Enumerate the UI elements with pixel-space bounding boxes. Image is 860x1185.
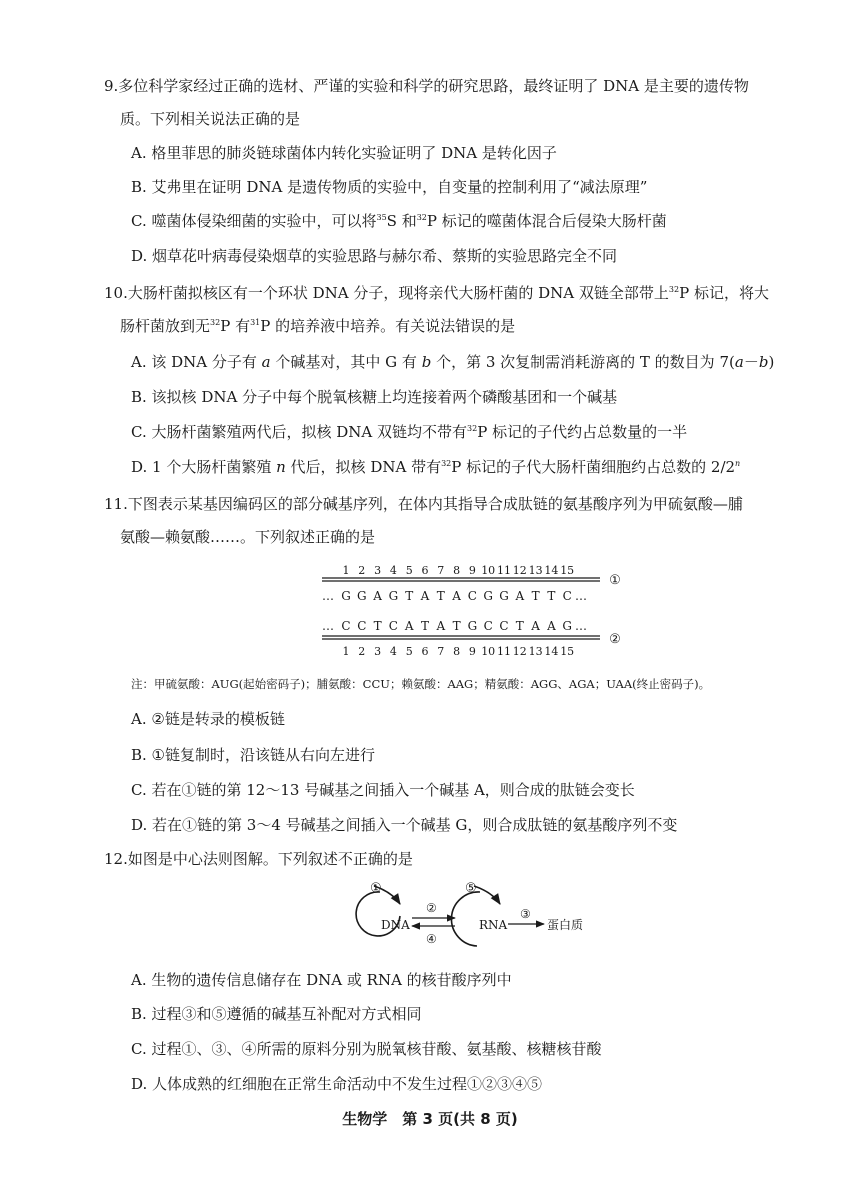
position-number-bottom: 1: [342, 645, 350, 658]
position-number-bottom: 13: [528, 645, 543, 658]
strand-2-base: A: [547, 619, 556, 633]
position-number-top: 8: [453, 564, 461, 577]
strand-1-base: T: [547, 589, 556, 603]
q11-option-a: A. ②链是转录的模板链: [131, 710, 285, 728]
strand-2-base: T: [452, 619, 461, 633]
q9-stem-line1: 9.多位科学家经过正确的选材、严谨的实验和科学的研究思路，最终证明了 DNA 是主要的遗传物: [104, 77, 749, 95]
strand-2-base: C: [357, 619, 367, 633]
q12-option-a: A. 生物的遗传信息储存在 DNA 或 RNA 的核苷酸序列中: [131, 971, 512, 989]
strand-1-ellipsis-left: …: [322, 589, 334, 603]
process-4-label: ④: [426, 932, 437, 946]
strand-1-base: G: [483, 589, 493, 603]
position-number-bottom: 14: [544, 645, 559, 658]
strand-1-base: C: [467, 589, 477, 603]
strand-1-base: G: [341, 589, 351, 603]
position-number-bottom: 5: [405, 645, 413, 658]
strand-2-base: C: [483, 619, 493, 633]
strand-2-base: T: [373, 619, 382, 633]
strand-1-base: A: [452, 589, 461, 603]
q12-stem: 12.如图是中心法则图解。下列叙述不正确的是: [104, 850, 413, 868]
strand-2-base: A: [404, 619, 414, 633]
strand-1-base: C: [562, 589, 572, 603]
strand-2-base: T: [420, 619, 430, 633]
q11-option-d: D. 若在①链的第 3～4 号碱基之间插入一个碱基 G，则合成肽链的氨基酸序列不变: [131, 816, 678, 834]
q12-option-c: C. 过程①、③、④所需的原料分别为脱氧核苷酸、氨基酸、核糖核苷酸: [131, 1040, 602, 1058]
position-number-top: 12: [512, 564, 527, 577]
position-number-top: 6: [421, 564, 429, 577]
protein-label: 蛋白质: [547, 918, 584, 932]
q9-stem-line2: 质。下列相关说法正确的是: [120, 110, 301, 128]
q10-option-b: B. 该拟核 DNA 分子中每个脱氧核糖上均连接着两个磷酸基团和一个碱基: [131, 388, 618, 406]
q9-option-a: A. 格里菲思的肺炎链球菌体内转化实验证明了 DNA 是转化因子: [131, 144, 557, 162]
codon-note: 注：甲硫氨酸：AUG(起始密码子)；脯氨酸：CCU；赖氨酸：AAG；精氨酸：AGG、AGA；UAA(终止密码子)。: [131, 677, 711, 691]
strand-2-base: A: [436, 619, 446, 633]
q9-option-b: B. 艾弗里在证明 DNA 是遗传物质的实验中，自变量的控制利用了“减法原理”: [131, 178, 648, 196]
q10-option-c: C. 大肠杆菌繁殖两代后，拟核 DNA 双链均不带有$^{32}$P 标记的子代约占总数量的一半: [131, 423, 688, 441]
position-number-top: 11: [497, 564, 511, 577]
strand-2-base: C: [499, 619, 509, 633]
strand-2-base: A: [531, 619, 540, 633]
page-footer: 生物学 第 3 页(共 8 页): [342, 1110, 518, 1128]
q12-option-b: B. 过程③和⑤遵循的碱基互补配对方式相同: [131, 1005, 422, 1023]
position-number-bottom: 7: [437, 645, 445, 658]
position-number-top: 13: [528, 564, 543, 577]
strand-1-base: T: [436, 589, 445, 603]
process-2-label: ②: [426, 901, 437, 915]
position-number-top: 14: [544, 564, 559, 577]
position-number-top: 5: [405, 564, 413, 577]
position-number-top: 15: [560, 564, 575, 577]
strand-2-marker: ②: [609, 632, 621, 647]
rna-label: RNA: [479, 918, 508, 932]
strand-1-base: A: [515, 589, 525, 603]
position-number-bottom: 10: [481, 645, 496, 658]
position-number-top: 1: [342, 564, 350, 577]
dna-label: DNA: [381, 918, 410, 932]
strand-1-base: A: [373, 589, 382, 603]
strand-2-base: G: [467, 619, 478, 633]
q10-stem-line1: 10.大肠杆菌拟核区有一个环状 DNA 分子，现将亲代大肠杆菌的 DNA 双链全部带上$^{32}$P 标记，将大: [104, 284, 769, 302]
strand-2-base: T: [515, 619, 524, 633]
dna-sequence-diagram: [320, 558, 630, 670]
position-number-top: 4: [389, 564, 397, 577]
q11-option-b: B. ①链复制时，沿该链从右向左进行: [131, 746, 376, 764]
strand-1-base: T: [531, 589, 540, 603]
position-number-bottom: 9: [468, 645, 476, 658]
strand-2-base: G: [562, 619, 572, 633]
position-number-bottom: 6: [421, 645, 429, 658]
strand-2-ellipsis-left: …: [322, 619, 334, 633]
position-number-top: 7: [437, 564, 445, 577]
position-number-bottom: 11: [497, 645, 511, 658]
strand-1-base: G: [357, 589, 367, 603]
strand-2-ellipsis-right: …: [575, 619, 587, 633]
strand-1-marker: ①: [609, 573, 621, 588]
position-number-top: 3: [374, 564, 382, 577]
strand-1-base: A: [420, 589, 430, 603]
q12-option-d: D. 人体成熟的红细胞在正常生命活动中不发生过程①②③④⑤: [131, 1075, 543, 1093]
position-number-top: 10: [481, 564, 496, 577]
process-1-label: ①: [370, 881, 382, 896]
strand-2-base: C: [341, 619, 351, 633]
q11-stem-line1: 11.下图表示某基因编码区的部分碱基序列，在体内其指导合成肽链的氨基酸序列为甲硫氨酸—脯: [104, 495, 743, 513]
q11-option-c: C. 若在①链的第 12～13 号碱基之间插入一个碱基 A，则合成的肽链会变长: [131, 781, 635, 799]
strand-1-ellipsis-right: …: [575, 589, 587, 603]
q10-option-d: D. 1 个大肠杆菌繁殖 n 代后，拟核 DNA 带有$^{32}$P 标记的子代大肠杆菌细胞约占总数的 2/2$^n$: [131, 458, 741, 476]
q10-option-a: A. 该 DNA 分子有 a 个碱基对，其中 G 有 b 个，第 3 次复制需消耗游离的 T 的数目为 7(a－b): [131, 353, 775, 371]
q9-option-d: D. 烟草花叶病毒侵染烟草的实验思路与赫尔希、蔡斯的实验思路完全不同: [131, 247, 618, 265]
strand-1-base: G: [499, 589, 509, 603]
position-number-bottom: 3: [374, 645, 382, 658]
strand-1-base: G: [388, 589, 399, 603]
position-number-top: 2: [358, 564, 366, 577]
position-number-bottom: 8: [453, 645, 461, 658]
position-number-bottom: 12: [512, 645, 527, 658]
position-number-bottom: 4: [389, 645, 397, 658]
position-number-top: 9: [468, 564, 476, 577]
process-5-label: ⑤: [465, 881, 477, 896]
position-number-bottom: 15: [560, 645, 575, 658]
q9-option-c: C. 噬菌体侵染细菌的实验中，可以将$^{35}$S 和$^{32}$P 标记的噬菌体混合后侵染大肠杆菌: [131, 212, 667, 230]
strand-1-base: T: [405, 589, 414, 603]
central-dogma-diagram: [352, 878, 597, 958]
position-number-bottom: 2: [358, 645, 366, 658]
strand-2-base: C: [388, 619, 398, 633]
process-3-label: ③: [520, 907, 531, 921]
q11-stem-line2: 氨酸—赖氨酸……。下列叙述正确的是: [120, 528, 376, 546]
q10-stem-line2: 肠杆菌放到无$^{32}$P 有$^{31}$P 的培养液中培养。有关说法错误的是: [120, 317, 516, 335]
